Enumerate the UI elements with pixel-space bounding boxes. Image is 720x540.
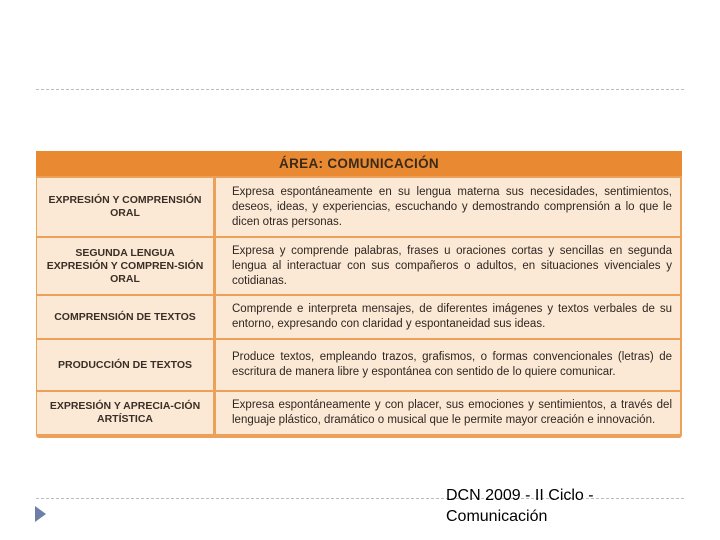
competency-cell: EXPRESIÓN Y APRECIA-CIÓN ARTÍSTICA <box>37 392 213 434</box>
description-cell: Expresa y comprende palabras, frases u oraciones cortas y sencillas en segunda lengua al interactuar con sus compañeros o adultos, en situaciones vivenciales y cotidianas. <box>216 238 680 294</box>
caption-line: DCN 2009 - II Ciclo - <box>446 487 594 504</box>
table-row <box>36 178 682 236</box>
table-row <box>36 340 682 390</box>
area-table <box>36 151 682 438</box>
slide-caption <box>446 485 696 527</box>
table-header: ÁREA: COMUNICACIÓN <box>36 151 682 176</box>
description-cell: Expresa espontáneamente en su lengua materna sus necesidades, sentimientos, deseos, ideas, y experiencias, escuchando y demostrando comprensión a lo que le dicen otras personas. <box>216 178 680 236</box>
description-cell: Expresa espontáneamente y con placer, sus emociones y sentimientos, a través del lenguaje plástico, dramático o musical que le permite mayor creación e innovación. <box>216 392 680 434</box>
competency-cell: COMPRENSIÓN DE TEXTOS <box>37 296 213 338</box>
caption-line: Comunicación <box>446 508 548 525</box>
table-row <box>36 238 682 294</box>
description-cell: Comprende e interpreta mensajes, de diferentes imágenes y textos verbales de su entorno, expresando con claridad y espontaneidad sus ideas. <box>216 296 680 338</box>
competency-cell: PRODUCCIÓN DE TEXTOS <box>37 340 213 390</box>
competency-cell: SEGUNDA LENGUA EXPRESIÓN Y COMPREN-SIÓN ORAL <box>37 238 213 294</box>
table-row <box>36 296 682 338</box>
description-cell: Produce textos, empleando trazos, grafismos, o formas convencionales (letras) de escritura de manera libre y espontánea con sentido de lo quiere comunicar. <box>216 340 680 390</box>
competency-cell: EXPRESIÓN Y COMPRENSIÓN ORAL <box>37 178 213 236</box>
triangle-bullet-icon <box>35 506 46 522</box>
top-divider <box>36 89 684 90</box>
table-row <box>36 392 682 434</box>
